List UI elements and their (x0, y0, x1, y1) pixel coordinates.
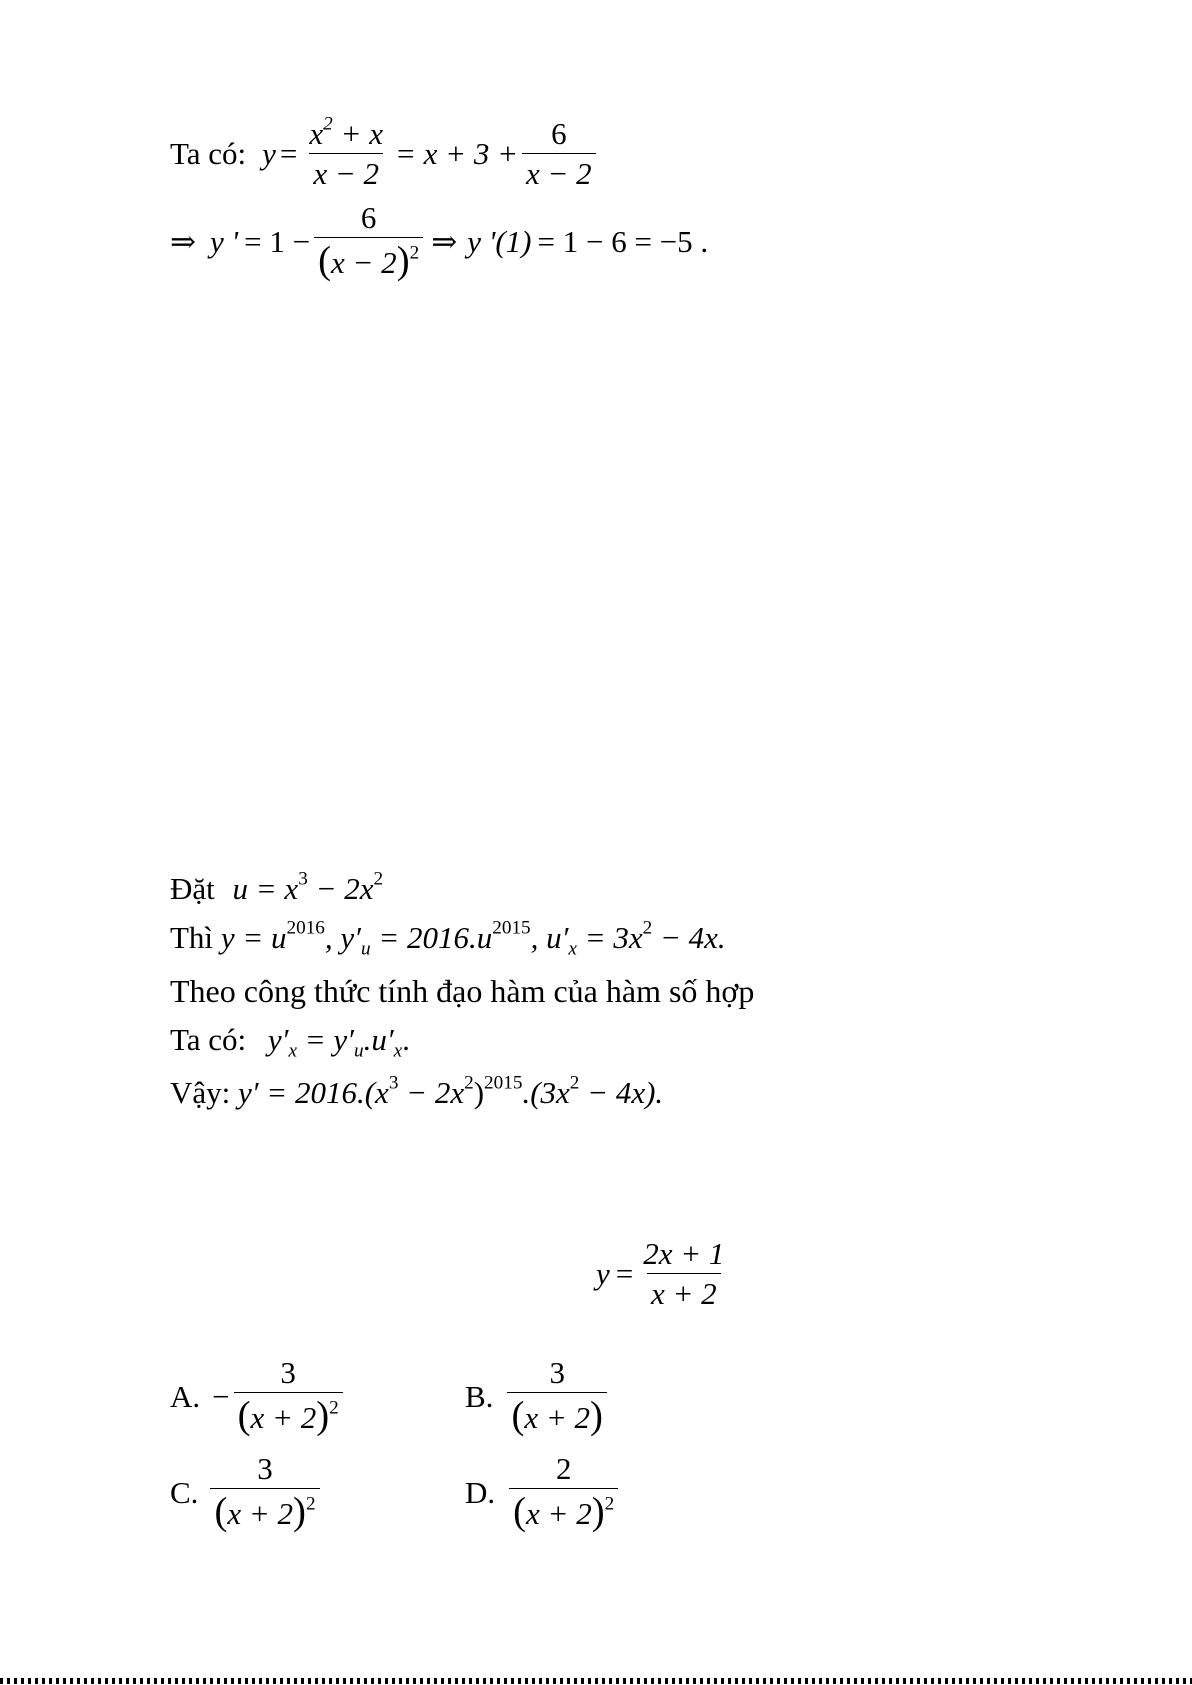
ta-co-label-2: Ta có: (170, 1022, 247, 1057)
y-prime: y ' (209, 223, 239, 259)
option-a-label: A. (170, 1378, 201, 1414)
option-b-label: B. (465, 1378, 494, 1414)
ta-co-label: Ta có: (170, 136, 247, 171)
dat-label: Đặt (170, 871, 215, 906)
result-minus-5: = 1 − 6 = −5 . (537, 223, 709, 259)
option-b-fraction: $\frac{3}{(x + 2)}$ (507, 1357, 607, 1436)
option-c[interactable] (170, 1453, 324, 1532)
solution2-line1: Đặt $u = x^3 - 2x^2$ (170, 868, 384, 906)
solution1-line2 (170, 202, 708, 281)
option-a-fraction: $\frac{3}{(x + 2)^2}$ (234, 1357, 343, 1436)
var-y: y (262, 136, 276, 171)
vay-label: Vậy: (170, 1075, 231, 1110)
rhs-x-plus-3: = x + 3 + (394, 136, 518, 171)
implies-symbol: ⇒ (170, 223, 196, 259)
option-c-fraction: $\frac{3}{(x + 2)^2}$ (210, 1453, 319, 1532)
y-prime-of-1: y '(1) (467, 223, 532, 259)
fraction-x2-plus-x-over-x-minus-2: $\frac{x^2 + x}{x - 2}$ (309, 113, 383, 191)
option-d[interactable] (465, 1453, 622, 1532)
solution2-line2: Thì $y = u^{2016}$, $y'_u = 2016.u^{2015}$, $u'_x = 3x^2 - 4x$. (170, 917, 726, 960)
solution2-line3: Theo công thức tính đạo hàm của hàm số hợp (170, 973, 755, 1009)
thi-label: Thì (170, 920, 214, 955)
solution2-line4: Ta có: $y'_x = y'_u.u'_x$. (170, 1022, 410, 1062)
implies-symbol-2: ⇒ (431, 223, 458, 259)
fraction-2x-plus-1-over-x-plus-2: $\frac{2x + 1}{x + 2}$ (643, 1236, 725, 1311)
option-d-fraction: $\frac{2}{(x + 2)^2}$ (509, 1453, 618, 1532)
option-b[interactable] (465, 1357, 611, 1436)
option-d-label: D. (465, 1474, 496, 1510)
page-bottom-dotted-rule (0, 1678, 1192, 1684)
option-c-label: C. (170, 1474, 199, 1510)
fraction-6-over-x-minus-2-squared: $\frac{6}{(x - 2)^2}$ (314, 202, 423, 281)
option-a[interactable]: A. − $\frac{3}{(x + 2)^2}$ (170, 1357, 347, 1436)
question-formula: y = $\frac{2x + 1}{x + 2}$ (596, 1238, 732, 1309)
equals: = (279, 136, 298, 171)
fraction-6-over-x-minus-2: $\frac{6}{x - 2}$ (522, 118, 596, 189)
solution1-line1 (170, 113, 600, 191)
solution2-line5: Vậy: $y' = 2016.(x^3 - 2x^2)^{2015}.(3x^2 - 4x)$. (170, 1072, 664, 1110)
one-minus: = 1 − (244, 223, 311, 259)
